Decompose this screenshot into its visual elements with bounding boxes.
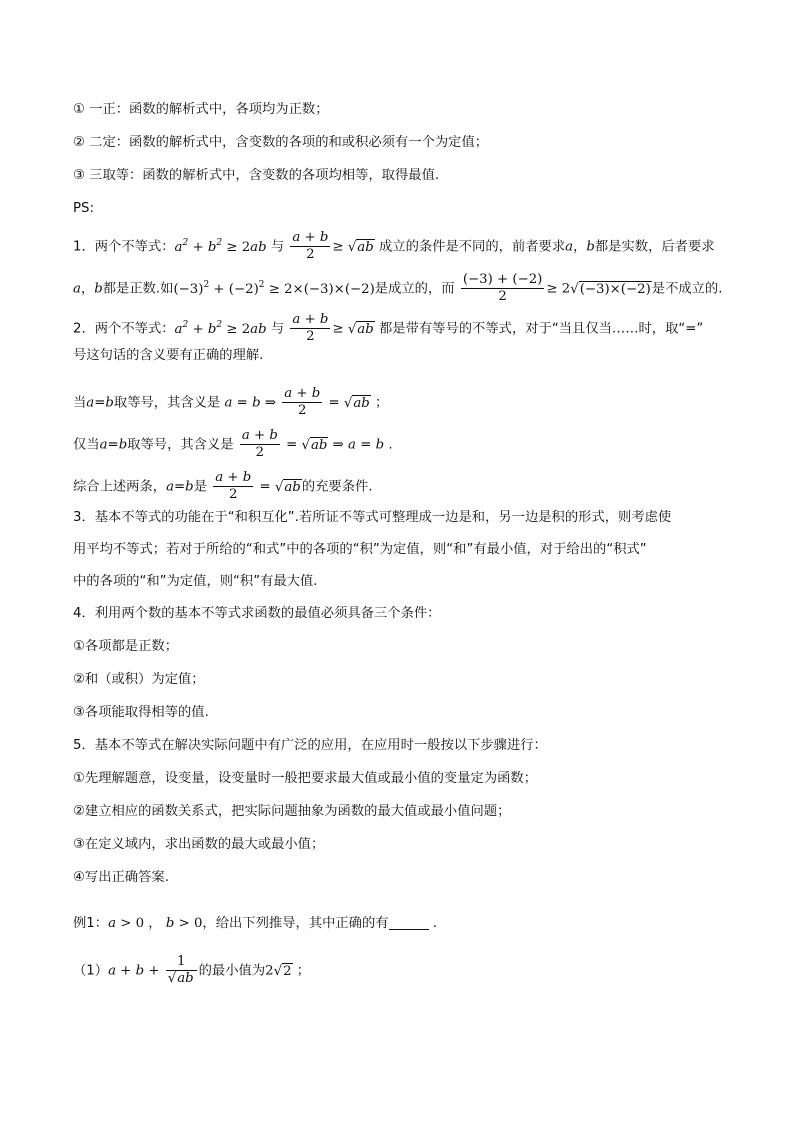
note-1-line-2: a，b都是正数.如$(-3)^2 + (-2)^2 \ge 2\times(-3)\times(-2)$是成立的，而 $\frac{(-3) + (-2)}{2}$ ≥ 2√(−3)×(−2)是不成立的.	[73, 272, 723, 304]
example-item-1: （1）a + b + $\frac{1}{√ab}$ 的最小值为2√2 ；	[73, 954, 311, 986]
note-2-line-1: 2．两个不等式：$a^2 + b^2 \ge 2ab$ 与 $\frac{a + b}{2}$ ≥ √ab 都是带有等号的不等式，对于“当且仅当……时，取“=”	[73, 312, 704, 344]
principle-1: ① 一正：函数的解析式中，各项均为正数；	[73, 102, 329, 117]
note-5-step-1: ①先理解题意，设变量，设变量时一般把要求最大值或最小值的变量定为函数；	[73, 771, 538, 786]
note-2-when: 当a=b取等号，其含义是 a = b ⇒ $\frac{a + b}{2}$ = √ab ；	[73, 386, 389, 418]
note-5-title: 5．基本不等式在解决实际问题中有广泛的应用，在应用时一般按以下步骤进行：	[73, 738, 547, 753]
note-4-cond-1: ①各项都是正数；	[73, 639, 178, 654]
note-2-summary: 综合上述两条，a=b是 $\frac{a + b}{2}$ = √ab的充要条件.	[73, 470, 373, 502]
note-3-line-1: 3．基本不等式的功能在于“和积互化”.若所证不等式可整理成一边是和，另一边是积的形式，则考虑使	[73, 510, 672, 525]
note-5-step-2: ②建立相应的函数关系式，把实际问题抽象为函数的最大值或最小值问题；	[73, 804, 511, 819]
example-1: 例1：a > 0 ， b > 0，给出下列推导，其中正确的有 .	[73, 916, 438, 931]
note-4-title: 4．利用两个数的基本不等式求函数的最值必须具备三个条件：	[73, 606, 441, 621]
note-5-step-4: ④写出正确答案.	[73, 870, 169, 885]
ps-label: PS:	[73, 201, 94, 216]
formula: $(-3)^2 + (-2)^2 \ge 2\times(-3)\times(-2)$	[173, 279, 375, 297]
note-4-cond-2: ②和（或积）为定值；	[73, 672, 205, 687]
fraction: $\frac{a + b}{2}$	[292, 230, 329, 262]
formula: $a^2 + b^2 \ge 2ab$	[174, 237, 267, 255]
sqrt-ab: √ab	[347, 239, 374, 255]
note-1-line-1: 1．两个不等式：$a^2 + b^2 \ge 2ab$ 与 $\frac{a + b}{2}$ ≥ √ab 成立的条件是不同的，前者要求a，b都是实数，后者要求	[73, 230, 715, 262]
principle-3: ③ 三取等：函数的解析式中，含变数的各项均相等，取得最值.	[73, 168, 440, 183]
note-5-step-3: ③在定义域内，求出函数的最大或最小值；	[73, 837, 325, 852]
note-3-line-2: 用平均不等式；若对于所给的“和式”中的各项的“积”为定值，则“和”有最小值，对于给出的“积式”	[73, 542, 647, 557]
fraction: $\frac{(-3) + (-2)}{2}$	[462, 272, 543, 304]
principle-2: ② 二定：函数的解析式中，含变数的各项的和或积必须有一个为定值；	[73, 135, 489, 150]
answer-blank[interactable]	[389, 915, 429, 930]
note-2-line-2: 号这句话的含义要有正确的理解.	[73, 348, 264, 363]
note-3-line-3: 中的各项的“和”为定值，则“积”有最大值.	[73, 574, 318, 589]
note-4-cond-3: ③各项能取得相等的值.	[73, 705, 209, 720]
note-2-only: 仅当a=b取等号，其含义是 $\frac{a + b}{2}$ = √ab ⇒ a = b .	[73, 428, 393, 460]
